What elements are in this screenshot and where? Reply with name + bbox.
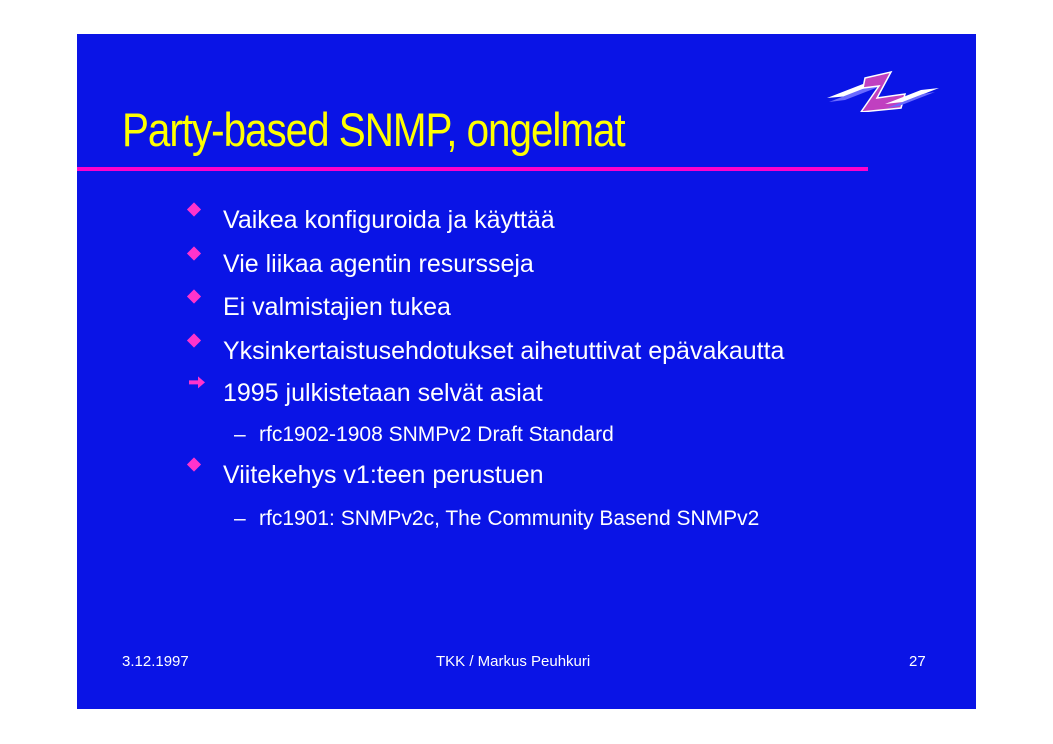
bullet-text: Viitekehys v1:teen perustuen bbox=[223, 461, 544, 489]
slide-title: Party-based SNMP, ongelmat bbox=[122, 103, 625, 156]
footer-date: 3.12.1997 bbox=[122, 653, 189, 670]
footer-author: TKK / Markus Peuhkuri bbox=[436, 653, 591, 670]
diamond-bullet-icon bbox=[187, 246, 201, 260]
bullet-text: Ei valmistajien tukea bbox=[223, 293, 451, 321]
arrow-right-icon bbox=[189, 375, 205, 389]
dash-marker: – bbox=[234, 423, 246, 446]
diamond-bullet-icon bbox=[187, 202, 201, 216]
bullet-list bbox=[77, 34, 976, 709]
bullet-text: Vie liikaa agentin resursseja bbox=[223, 250, 534, 278]
diamond-bullet-icon bbox=[187, 457, 201, 471]
sub-bullet-text: rfc1901: SNMPv2c, The Community Basend SNMPv2 bbox=[259, 507, 760, 530]
bullet-text: 1995 julkistetaan selvät asiat bbox=[223, 379, 543, 407]
slide bbox=[77, 34, 976, 709]
page-number: 27 bbox=[909, 653, 926, 670]
bullet-text: Vaikea konfiguroida ja käyttää bbox=[223, 206, 555, 234]
diamond-bullet-icon bbox=[187, 289, 201, 303]
dash-marker: – bbox=[234, 507, 246, 530]
bullet-text: Yksinkertaistusehdotukset aihetuttivat epävakautta bbox=[223, 337, 785, 365]
sub-bullet-text: rfc1902-1908 SNMPv2 Draft Standard bbox=[259, 423, 614, 446]
diamond-bullet-icon bbox=[187, 333, 201, 347]
